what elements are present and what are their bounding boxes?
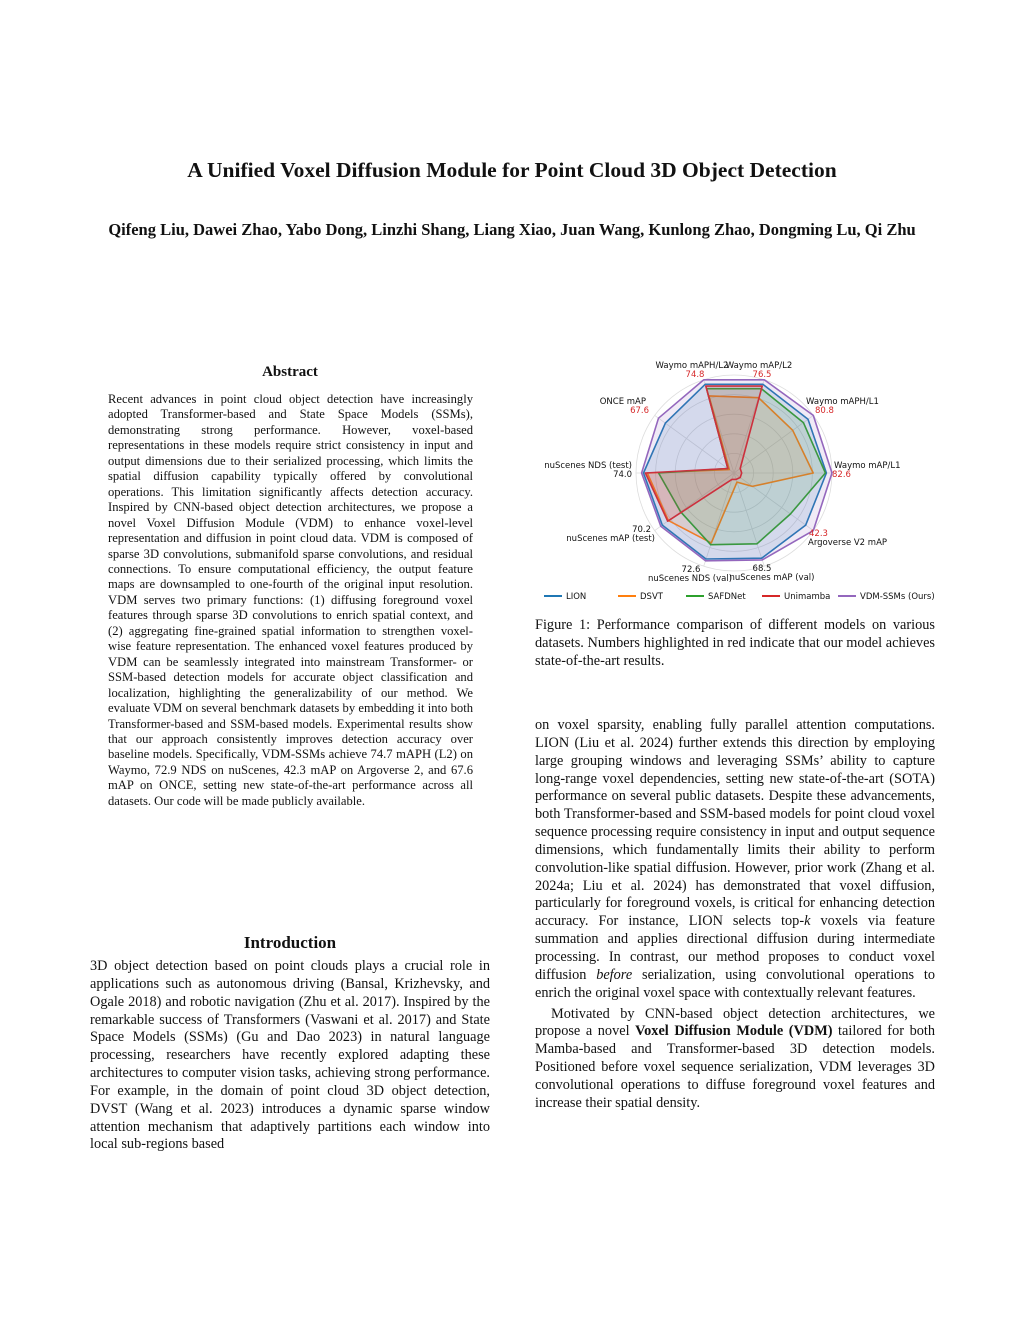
radar-chart-figure	[538, 355, 934, 605]
axis-label: nuScenes NDS (test)	[544, 461, 632, 471]
value-label: 82.6	[832, 470, 851, 480]
value-label: 74.0	[613, 470, 632, 480]
axis-label: ONCE mAP	[599, 397, 646, 407]
axis-label: Waymo mAP/L2	[725, 361, 793, 371]
legend-label: VDM-SSMs (Ours)	[860, 592, 934, 602]
legend-label: SAFDNet	[708, 592, 746, 602]
paper-title: A Unified Voxel Diffusion Module for Point Cloud 3D Object Detection	[187, 158, 837, 182]
figure-caption: Figure 1: Performance comparison of different models on various datasets. Numbers highlighted in red indicate that our model achieves state-of-the-art results.	[535, 617, 935, 669]
value-label: 76.5	[752, 370, 772, 380]
author-list: Qifeng Liu, Dawei Zhao, Yabo Dong, Linzhi Shang, Liang Xiao, Juan Wang, Kunlong Zhao, Dongming Lu, Qi Zhu	[108, 220, 916, 239]
introduction-text: 3D object detection based on point clouds plays a crucial role in applications such as autonomous driving (Bansal, Krizhevsky, and Ogale 2018) and robotic navigation (Zhu et al. 2017). Inspired by the remarkable success of Transformers (Vaswani et al. 2017) and State Space Models (SSMs) (Gu and Dao 2023) in natural language processing, researchers have recently explored adapting these architectures to computer vision tasks, achieving strong performance. For example, in the domain of point cloud 3D object detection, DVST (Wang et al. 2023) introduces a dynamic sparse window attention mechanism that adaptively partitions each window into local sub-regions based	[90, 958, 490, 1153]
axis-label: nuScenes NDS (val)	[647, 574, 733, 584]
axis-label: nuScenes mAP (val)	[729, 573, 815, 583]
paragraph-diffusion-motivation: on voxel sparsity, enabling fully parallel attention computations. LION (Liu et al. 2024) further extends this direction by employing large grouping windows and leveraging SSMs’ ability to capture long-range voxel dependencies, setting new state-of-the-art (SOTA) performance on several public datasets. Despite these advancements, both Transformer-based and SSM-based models for point cloud voxel sequence processing require consistency in input and output sequence dimensions, which fundamentally limits their ability to perform convolution-like spatial diffusion. However, prior work (Zhang et al. 2024a; Liu et al. 2024) has demonstrated that voxel diffusion, particularly for foreground voxels, is critical for enhancing detection accuracy. For instance, LION selects top-k voxels via feature summation and applies directional diffusion during intermediate processing. In contrast, our method proposes to conduct voxel diffusion before serialization, using convolutional operations to enrich the original voxel space with contextually relevant features.	[535, 717, 935, 1001]
axis-label: Waymo mAPH/L1	[806, 397, 879, 407]
legend-label: DSVT	[640, 592, 663, 602]
abstract-heading: Abstract	[262, 364, 318, 380]
right-column-text	[535, 717, 935, 1113]
axis-label: Argoverse V2 mAP	[808, 538, 888, 548]
axis-label: nuScenes mAP (test)	[566, 534, 655, 544]
abstract-text: Recent advances in point cloud object detection have increasingly adopted Transformer-based and State Space Models (SSMs), demonstrating strong performance. However, voxel-based representations in these models require strict consistency in input and output dimensions due to their serialized processing, which limits the spatial diffusion capability typically offered by convolutional operations. This limitation significantly affects detection accuracy. Inspired by CNN-based object detection architectures, we propose a novel Voxel Diffusion Module (VDM) to enhance voxel-level representation and diffusion in point cloud data. VDM is composed of sparse 3D convolutions, submanifold sparse convolutions, and residual connections. To ensure computational efficiency, the output feature maps are downsampled to one-fourth of the original input resolution. VDM serves two primary functions: (1) diffusing foreground voxel features through sparse 3D convolutions to enrich spatial context, and (2) aggregating fine-grained spatial information to strengthen voxel-wise feature representation. The enhanced voxel features produced by VDM can be seamlessly integrated into mainstream Transformer- or SSM-based detection models for accurate object classification and localization, highlighting the generalizability of our method. We evaluate VDM on several benchmark datasets by embedding it into both Transformer-based and SSM-based models. Experimental results show that our approach consistently improves detection accuracy over baseline models. Specifically, VDM-SSMs achieve 74.7 mAPH (L2) on Waymo, 72.9 NDS on nuScenes, 42.3 mAP on Argoverse 2, and 67.6 mAP on ONCE, setting new state-of-the-art performance across all datasets. Our code will be made publicly available.	[108, 392, 473, 808]
value-label: 80.8	[815, 406, 834, 416]
arxiv-sidebar-stamp	[0, 365, 58, 965]
legend-label: Unimamba	[784, 592, 831, 602]
value-label: 67.6	[630, 406, 649, 416]
value-label: 74.8	[685, 370, 705, 380]
axis-label: Waymo mAPH/L2	[655, 361, 729, 371]
value-label: 70.2	[632, 525, 651, 535]
paragraph-vdm-proposal: Motivated by CNN-based object detection architectures, we propose a novel Voxel Diffusion Module (VDM) tailored for both Mamba-based and Transformer-based 3D detection models. Positioned before voxel sequence serialization, VDM leverages 3D convolutional operations to diffuse foreground voxel features and increase their spatial density.	[535, 1005, 935, 1111]
legend-label: LION	[566, 592, 587, 602]
series-vdm-ssms-ours	[642, 380, 832, 561]
value-label: 72.6	[681, 565, 701, 575]
introduction-heading: Introduction	[243, 933, 337, 952]
axis-label: Waymo mAP/L1	[834, 461, 901, 471]
radar-chart	[538, 355, 934, 605]
value-label: 68.5	[752, 564, 772, 574]
value-label: 42.3	[809, 529, 828, 539]
